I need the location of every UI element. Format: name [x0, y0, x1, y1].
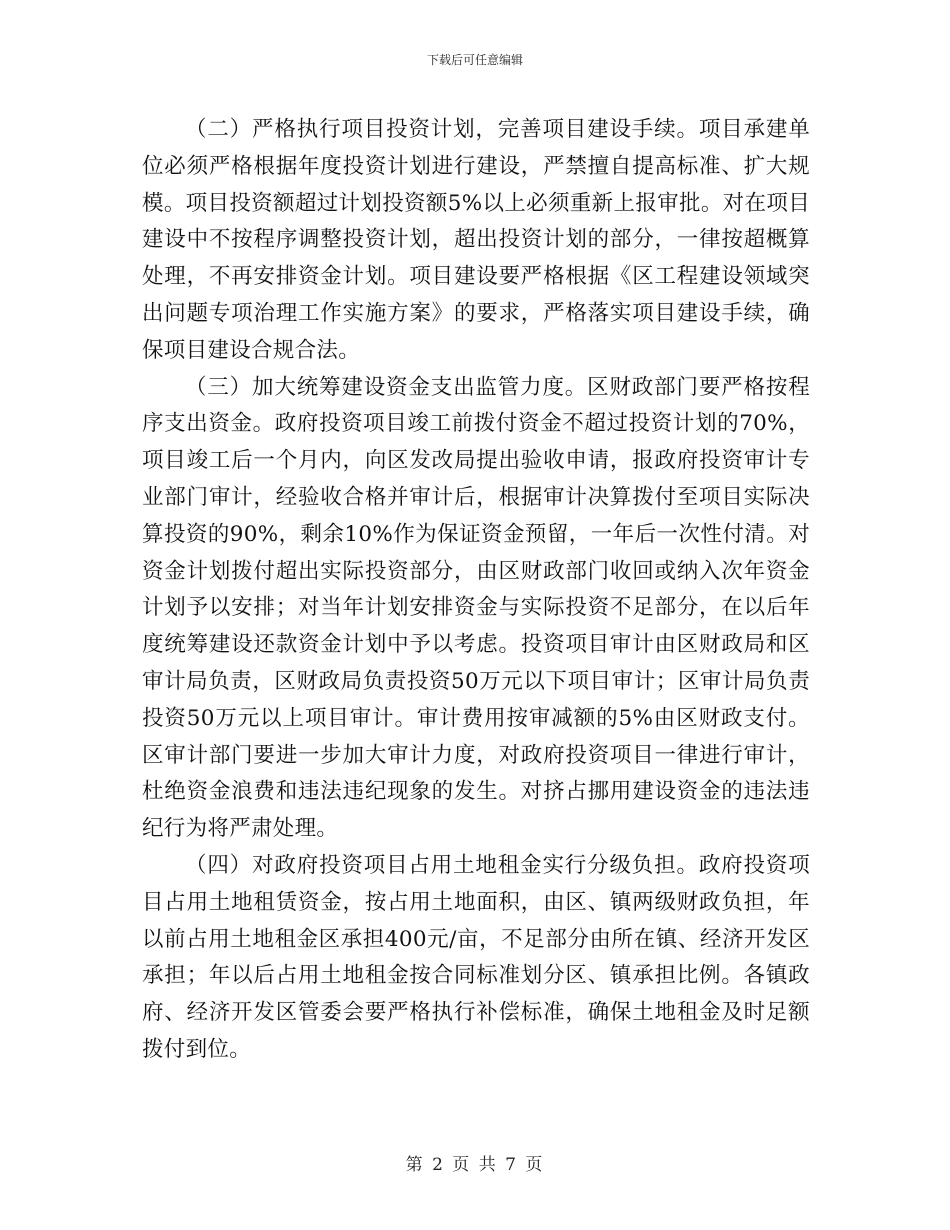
paragraph-section-2: （二）严格执行项目投资计划，完善项目建设手续。项目承建单位必须严格根据年度投资计划进行建设，严禁擅自提高标准、扩大规模。项目投资额超过计划投资额5%以上必须重新上报审批。对在项目建设中不按程序调整投资计划，超出投资计划的部分，一律按超概算处理，不再安排资金计划。项目建设要严格根据《区工程建设领域突出问题专项治理工作实施方案》的要求，严格落实项目建设手续，确保项目建设合规合法。	[142, 117, 810, 363]
page-number-footer: 第 2 页 共 7 页	[405, 1155, 545, 1175]
document-body	[142, 112, 810, 1069]
paragraph-section-4: （四）对政府投资项目占用土地租金实行分级负担。政府投资项目占用土地租赁资金，按占用土地面积，由区、镇两级财政负担，年以前占用土地租金区承担400元/亩，不足部分由所在镇、经济开发区承担；年以后占用土地租金按合同标准划分区、镇承担比例。各镇政府、经济开发区管委会要严格执行补偿标准，确保土地租金及时足额拨付到位。	[142, 852, 810, 1062]
page-header-note: 下载后可任意编辑	[426, 53, 523, 67]
paragraph-section-3: （三）加大统筹建设资金支出监管力度。区财政部门要严格按程序支出资金。政府投资项目竣工前拨付资金不超过投资计划的70%，项目竣工后一个月内，向区发改局提出验收申请，报政府投资审计专业部门审计，经验收合格并审计后，根据审计决算拨付至项目实际决算投资的90%，剩余10%作为保证资金预留，一年后一次性付清。对资金计划拨付超出实际投资部分，由区财政部门收回或纳入次年资金计划予以安排；对当年计划安排资金与实际投资不足部分，在以后年度统筹建设还款资金计划中予以考虑。投资项目审计由区财政局和区审计局负责，区财政局负责投资50万元以下项目审计；区审计局负责投资50万元以上项目审计。审计费用按审减额的5%由区财政支付。区审计部门要进一步加大审计力度，对政府投资项目一律进行审计，杜绝资金浪费和违法违纪现象的发生。对挤占挪用建设资金的违法违纪行为将严肃处理。	[142, 374, 810, 842]
